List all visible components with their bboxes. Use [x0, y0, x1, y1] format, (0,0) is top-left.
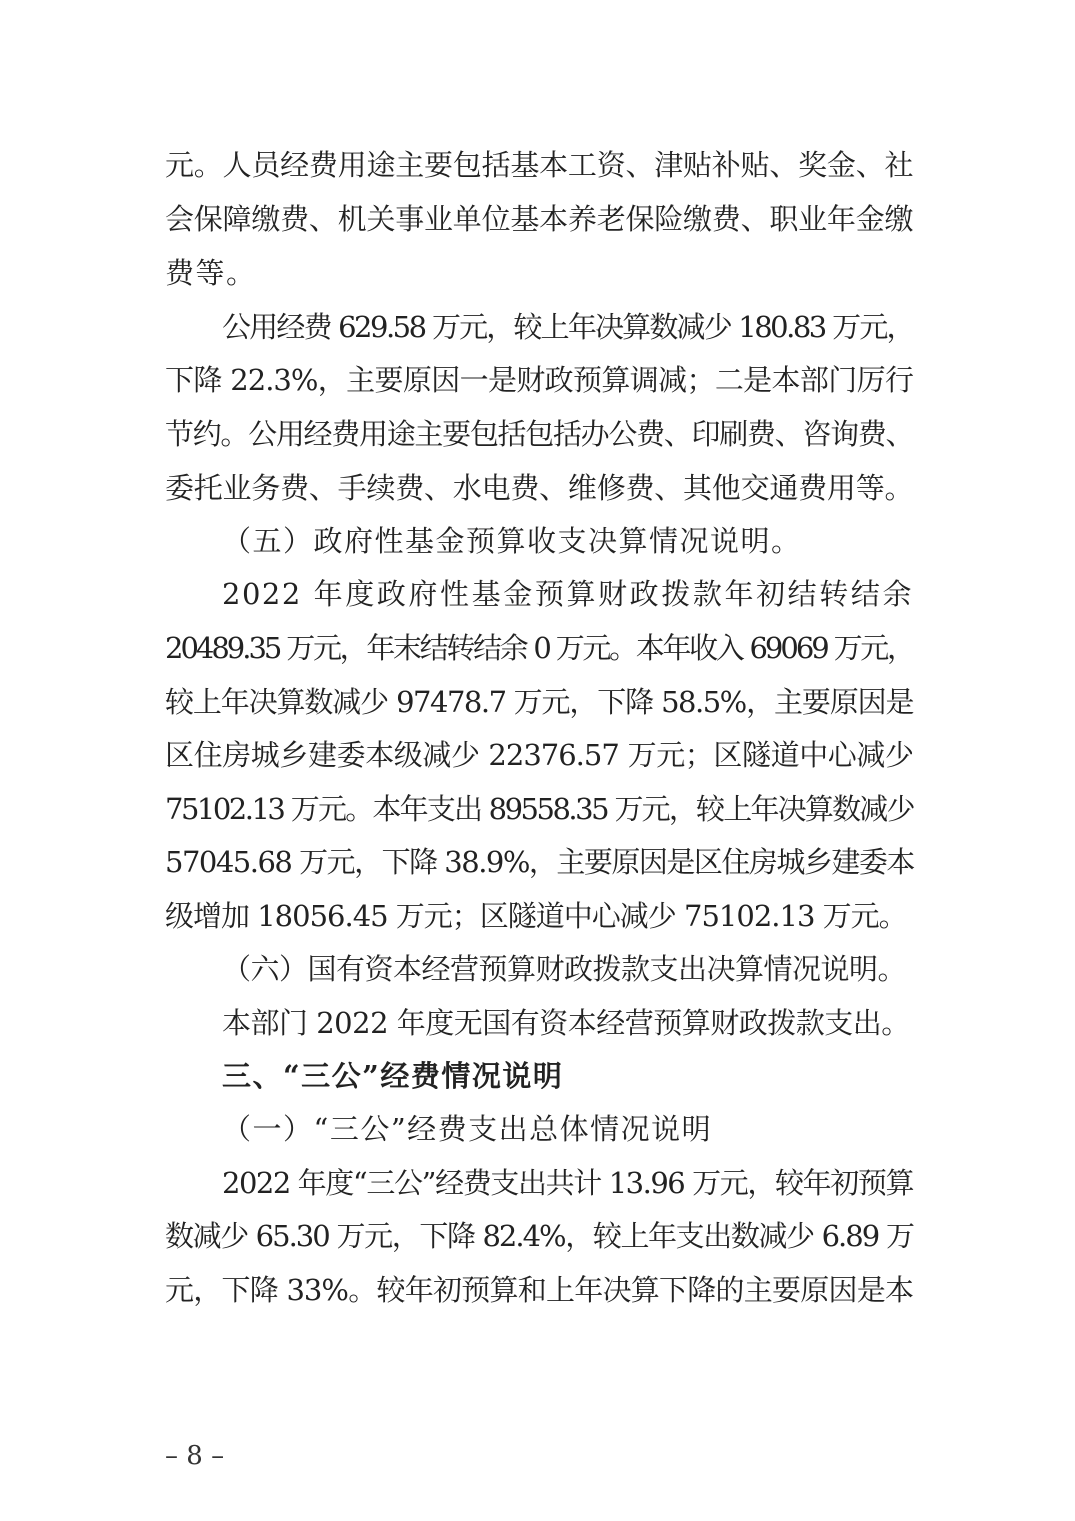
text-line: 区住房城乡建委本级减少 22376.57 万元；区隧道中心减少	[165, 738, 913, 772]
text-line: 本部门 2022 年度无国有资本经营预算财政拨款支出。	[222, 1006, 910, 1040]
page-number: – 8 –	[165, 1441, 225, 1471]
text-line: 2022 年度政府性基金预算财政拨款年初结转结余	[222, 577, 913, 611]
text-line: 会保障缴费、机关事业单位基本养老保险缴费、职业年金缴	[165, 202, 913, 236]
text-line: 元，下降 33%。较年初预算和上年决算下降的主要原因是本	[165, 1273, 913, 1307]
text-line: 委托业务费、手续费、水电费、维修费、其他交通费用等。	[165, 471, 913, 505]
text-line: 公用经费 629.58 万元，较上年决算数减少 180.83 万元，	[222, 310, 913, 344]
text-line: 下降 22.3%，主要原因一是财政预算调减；二是本部门厉行	[165, 363, 913, 397]
text-line: 20489.35 万元，年末结转结余 0 万元。本年收入 69069 万元，	[165, 631, 913, 665]
section-heading-6: （六）国有资本经营预算财政拨款支出决算情况说明。	[222, 952, 907, 986]
text-line: 75102.13 万元。本年支出 89558.35 万元，较上年决算数减少	[165, 792, 913, 826]
text-line: 级增加 18056.45 万元；区隧道中心减少 75102.13 万元。	[165, 899, 907, 933]
text-line: 2022 年度“三公”经费支出共计 13.96 万元，较年初预算	[222, 1166, 913, 1200]
chapter-heading-3: 三、“三公”经费情况说明	[222, 1059, 564, 1093]
text-line: 较上年决算数减少 97478.7 万元，下降 58.5%，主要原因是	[165, 685, 913, 719]
section-heading-1: （一）“三公”经费支出总体情况说明	[222, 1112, 713, 1146]
text-line: 57045.68 万元，下降 38.9%，主要原因是区住房城乡建委本	[165, 845, 914, 879]
text-line: 节约。公用经费用途主要包括包括办公费、印刷费、咨询费、	[165, 417, 913, 451]
text-line: 费等。	[165, 256, 257, 290]
text-line: 元。人员经费用途主要包括基本工资、津贴补贴、奖金、社	[165, 148, 913, 182]
text-line: 数减少 65.30 万元，下降 82.4%，较上年支出数减少 6.89 万	[165, 1219, 913, 1253]
section-heading-5: （五）政府性基金预算收支决算情况说明。	[222, 524, 802, 558]
